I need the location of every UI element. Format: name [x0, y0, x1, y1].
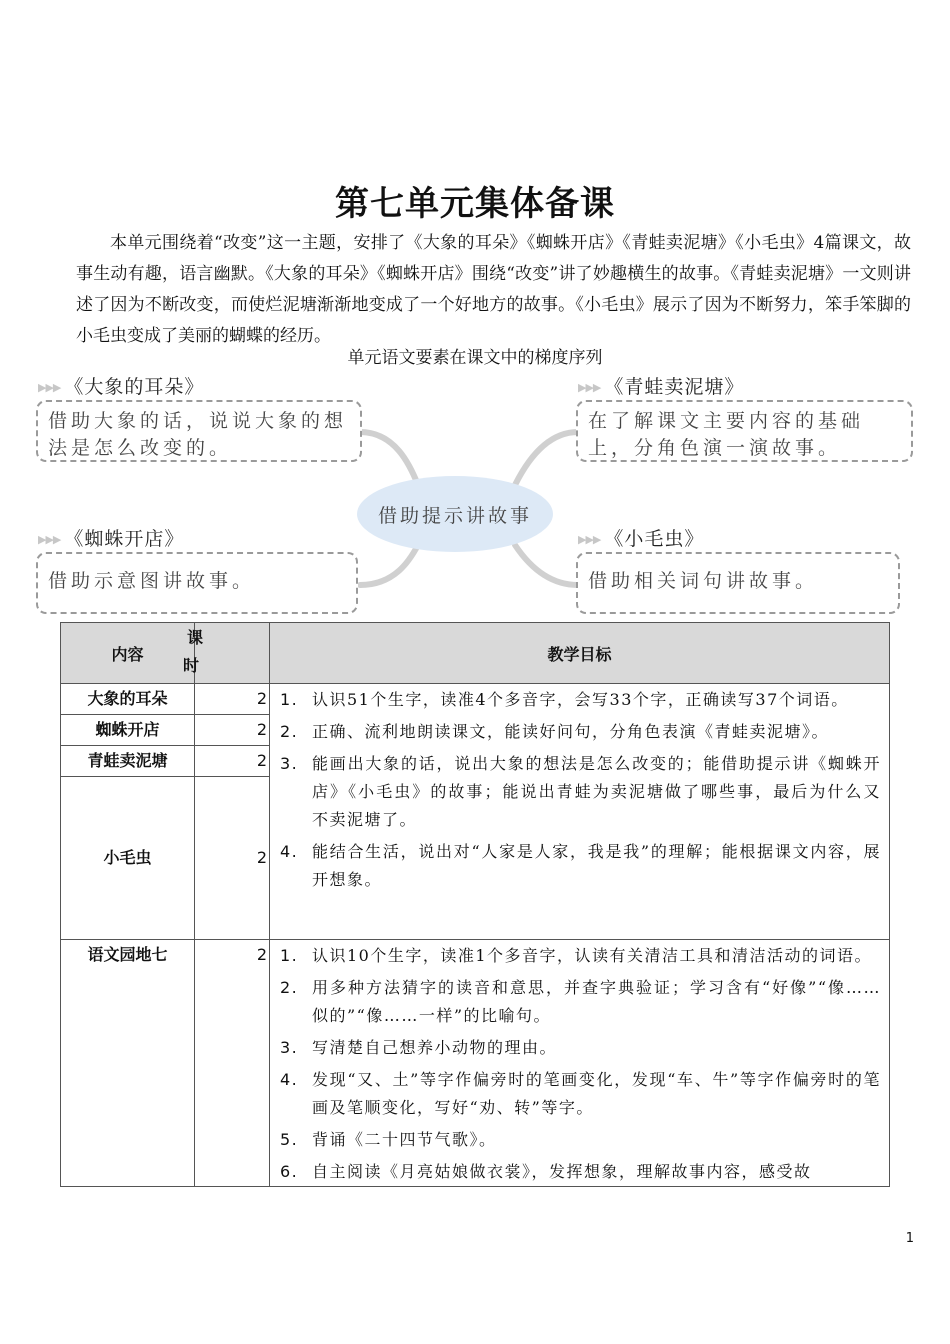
- row-name: 语文园地七: [61, 940, 195, 1187]
- lesson-title-elephant: ▶▶▶ 《大象的耳朵》: [38, 376, 205, 398]
- lesson-box-spider: 借助示意图讲故事。: [36, 552, 358, 614]
- lesson-goals-cell: [270, 684, 890, 940]
- intro-paragraph: 本单元围绕着“改变”这一主题，安排了《大象的耳朵》《蜘蛛开店》《青蛙卖泥塘》《小毛虫》4篇课文，故事生动有趣，语言幽默。《大象的耳朵》《蜘蛛开店》围绕“改变”讲了妙趣横生的故事。《青蛙卖泥塘》一文则讲述了因为不断改变，而使烂泥塘渐渐地变成了一个好地方的故事。《小毛虫》展示了因为不断努力，笨手笨脚的小毛虫变成了美丽的蝴蝶的经历。: [76, 233, 911, 346]
- list-item: 3. 写清楚自己想养小动物的理由。: [280, 1038, 558, 1057]
- list-item: 3. 能画出大象的话，说出大象的想法是怎么改变的；能借助提示讲《蜘蛛开店》《小毛虫》的故事；能说出青蛙为卖泥塘做了哪些事，最后为什么又不卖泥塘了。: [280, 754, 881, 829]
- list-item: 2. 用多种方法猜字的读音和意思，并查字典验证；学习含有“好像”“像……似的”“像……一样”的比喻句。: [280, 978, 881, 1025]
- page-title: 第七单元集体备课: [335, 184, 615, 224]
- header-content: 内容: [61, 623, 195, 684]
- arrow-icon: ▶▶▶: [38, 381, 61, 394]
- row-name: 小毛虫: [61, 777, 195, 940]
- diagram-center: 借助提示讲故事: [357, 476, 553, 552]
- list-item: 4. 能结合生活，说出对“人家是人家，我是我”的理解；能根据课文内容，展开想象。: [280, 842, 881, 889]
- lesson-title-spider: ▶▶▶ 《蜘蛛开店》: [38, 528, 185, 550]
- row-hours: 2: [195, 684, 270, 715]
- arrow-icon: ▶▶▶: [578, 533, 601, 546]
- arrow-icon: ▶▶▶: [38, 533, 61, 546]
- teaching-goals-table: [60, 622, 890, 1187]
- row-name: 大象的耳朵: [61, 684, 195, 715]
- row-hours: 2: [195, 940, 270, 1187]
- diagram-subtitle: 单元语文要素在课文中的梯度序列: [347, 348, 603, 368]
- row-hours: 2: [195, 777, 270, 940]
- list-item: 2. 正确、流利地朗读课文，能读好问句，分角色表演《青蛙卖泥塘》。: [280, 722, 830, 741]
- table-row: [61, 684, 890, 715]
- row-name: 青蛙卖泥塘: [61, 746, 195, 777]
- lesson-box-elephant: 借助大象的话，说说大象的想法是怎么改变的。: [36, 400, 362, 462]
- lesson-box-caterpillar: 借助相关词句讲故事。: [576, 552, 900, 614]
- list-item: 1. 认识10个生字，读准1个多音字，认读有关清洁工具和清洁活动的词语。: [280, 946, 873, 965]
- lesson-title-caterpillar: ▶▶▶ 《小毛虫》: [578, 528, 705, 550]
- list-item: 1. 认识51个生字，读准4个多音字，会写33个字，正确读写37个词语。: [280, 690, 849, 709]
- list-item: 4. 发现“又、土”等字作偏旁时的笔画变化，发现“车、牛”等字作偏旁时的笔画及笔顺变化，写好“劝、转”等字。: [280, 1070, 881, 1117]
- header-goals: 教学目标: [270, 623, 890, 684]
- header-hours: 课 时: [195, 623, 270, 684]
- list-item: 5. 背诵《二十四节气歌》。: [280, 1130, 497, 1149]
- row-name: 蜘蛛开店: [61, 715, 195, 746]
- row-hours: 2: [195, 746, 270, 777]
- list-item: 6. 自主阅读《月亮姑娘做衣裳》，发挥想象，理解故事内容，感受故: [280, 1162, 812, 1181]
- lesson-box-frog: 在了解课文主要内容的基础上，分角色演一演故事。: [576, 400, 913, 462]
- garden-goals-cell: [270, 940, 890, 1187]
- table-header-row: [61, 623, 890, 684]
- row-hours: 2: [195, 715, 270, 746]
- page-number: 1: [905, 1231, 914, 1246]
- lesson-title-frog: ▶▶▶ 《青蛙卖泥塘》: [578, 376, 745, 398]
- table-row: [61, 940, 890, 1187]
- arrow-icon: ▶▶▶: [578, 381, 601, 394]
